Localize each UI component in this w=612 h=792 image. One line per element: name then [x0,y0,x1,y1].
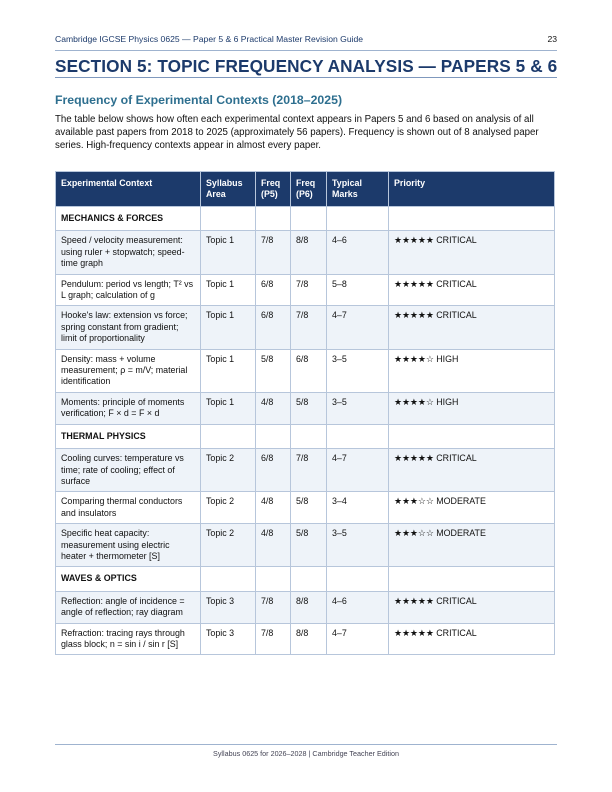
table-section-row [56,567,555,591]
cell-context: Density: mass + volume measurement; ρ = m/V; material identification [56,349,201,392]
cell-freq-p5: 4/8 [256,392,291,424]
cell-freq-p6: 8/8 [291,623,327,655]
cell-priority: ★★★★★ CRITICAL [389,274,555,306]
section-heading: MECHANICS & FORCES [56,207,201,231]
cell-typical-marks: 4–7 [327,306,389,349]
table-row [56,392,555,424]
cell-syllabus-area: Topic 2 [201,524,256,567]
cell-context: Pendulum: period vs length; T² vs L graph; calculation of g [56,274,201,306]
table-row [56,492,555,524]
cell-context: Cooling curves: temperature vs time; rate of cooling; effect of surface [56,449,201,492]
empty-cell [256,207,291,231]
table-row [56,274,555,306]
cell-freq-p5: 4/8 [256,492,291,524]
table-section-row [56,207,555,231]
cell-freq-p5: 6/8 [256,306,291,349]
cell-freq-p6: 5/8 [291,524,327,567]
cell-typical-marks: 4–6 [327,591,389,623]
cell-freq-p5: 7/8 [256,623,291,655]
footer-rule [55,744,557,745]
table-row [56,524,555,567]
col-header-freq-p5: Freq (P5) [256,172,291,207]
cell-freq-p6: 8/8 [291,591,327,623]
empty-cell [201,567,256,591]
cell-context: Comparing thermal conductors and insulators [56,492,201,524]
cell-priority: ★★★★★ CRITICAL [389,231,555,274]
cell-freq-p5: 6/8 [256,449,291,492]
cell-typical-marks: 3–5 [327,524,389,567]
empty-cell [389,207,555,231]
cell-priority: ★★★★☆ HIGH [389,349,555,392]
cell-context: Moments: principle of moments verification; F × d = F × d [56,392,201,424]
col-header-priority: Priority [389,172,555,207]
cell-priority: ★★★★☆ HIGH [389,392,555,424]
page-number: 23 [547,34,557,44]
empty-cell [327,207,389,231]
cell-syllabus-area: Topic 1 [201,274,256,306]
table-row [56,449,555,492]
table-row [56,306,555,349]
cell-priority: ★★★★★ CRITICAL [389,591,555,623]
running-title: Cambridge IGCSE Physics 0625 — Paper 5 & 6 Practical Master Revision Guide [55,34,364,44]
cell-typical-marks: 5–8 [327,274,389,306]
cell-syllabus-area: Topic 1 [201,349,256,392]
empty-cell [389,567,555,591]
cell-freq-p6: 8/8 [291,231,327,274]
cell-typical-marks: 3–4 [327,492,389,524]
col-header-context: Experimental Context [56,172,201,207]
header-rule [55,50,557,51]
cell-freq-p6: 7/8 [291,449,327,492]
col-header-marks: Typical Marks [327,172,389,207]
cell-typical-marks: 4–7 [327,449,389,492]
cell-syllabus-area: Topic 2 [201,449,256,492]
cell-syllabus-area: Topic 3 [201,591,256,623]
cell-freq-p5: 7/8 [256,591,291,623]
section-title-rule [55,77,557,78]
running-header [55,34,557,50]
empty-cell [256,567,291,591]
cell-freq-p5: 4/8 [256,524,291,567]
table-row [56,349,555,392]
empty-cell [327,424,389,448]
cell-freq-p5: 5/8 [256,349,291,392]
cell-freq-p5: 6/8 [256,274,291,306]
empty-cell [291,424,327,448]
empty-cell [201,207,256,231]
cell-freq-p6: 6/8 [291,349,327,392]
empty-cell [327,567,389,591]
cell-context: Speed / velocity measurement: using ruler + stopwatch; speed-time graph [56,231,201,274]
cell-syllabus-area: Topic 1 [201,392,256,424]
table-section-row [56,424,555,448]
cell-context: Specific heat capacity: measurement using electric heater + thermometer [S] [56,524,201,567]
empty-cell [291,207,327,231]
cell-typical-marks: 4–7 [327,623,389,655]
cell-context: Reflection: angle of incidence = angle of reflection; ray diagram [56,591,201,623]
cell-typical-marks: 4–6 [327,231,389,274]
cell-syllabus-area: Topic 1 [201,306,256,349]
col-header-area: Syllabus Area [201,172,256,207]
frequency-table [55,171,555,655]
cell-syllabus-area: Topic 3 [201,623,256,655]
section-title: SECTION 5: TOPIC FREQUENCY ANALYSIS — PAPERS 5 & 6 [55,56,558,76]
cell-syllabus-area: Topic 1 [201,231,256,274]
cell-typical-marks: 3–5 [327,392,389,424]
page-footer: Syllabus 0625 for 2026–2028 | Cambridge Teacher Edition [213,749,399,758]
cell-typical-marks: 3–5 [327,349,389,392]
empty-cell [389,424,555,448]
section-heading: WAVES & OPTICS [56,567,201,591]
cell-freq-p6: 7/8 [291,306,327,349]
cell-context: Refraction: tracing rays through glass block; n = sin i / sin r [S] [56,623,201,655]
cell-priority: ★★★★★ CRITICAL [389,623,555,655]
cell-freq-p6: 5/8 [291,492,327,524]
cell-freq-p6: 7/8 [291,274,327,306]
table-row [56,623,555,655]
empty-cell [201,424,256,448]
section-heading: THERMAL PHYSICS [56,424,201,448]
table-header-row [56,172,555,207]
cell-syllabus-area: Topic 2 [201,492,256,524]
cell-freq-p6: 5/8 [291,392,327,424]
cell-priority: ★★★☆☆ MODERATE [389,492,555,524]
empty-cell [256,424,291,448]
cell-priority: ★★★★★ CRITICAL [389,449,555,492]
subsection-title: Frequency of Experimental Contexts (2018–2025) [55,93,343,107]
table-row [56,591,555,623]
cell-priority: ★★★☆☆ MODERATE [389,524,555,567]
cell-context: Hooke's law: extension vs force; spring constant from gradient; limit of proportionality [56,306,201,349]
intro-paragraph: The table below shows how often each experimental context appears in Papers 5 and 6 based on analysis of all available past papers from 2018 to 2025 (approximately 56 papers). Frequency is shown out of 8 analysed paper series. High-frequency contexts appear in almost every paper. [55,114,539,151]
col-header-freq-p6: Freq (P6) [291,172,327,207]
empty-cell [291,567,327,591]
cell-freq-p5: 7/8 [256,231,291,274]
table-row [56,231,555,274]
cell-priority: ★★★★★ CRITICAL [389,306,555,349]
